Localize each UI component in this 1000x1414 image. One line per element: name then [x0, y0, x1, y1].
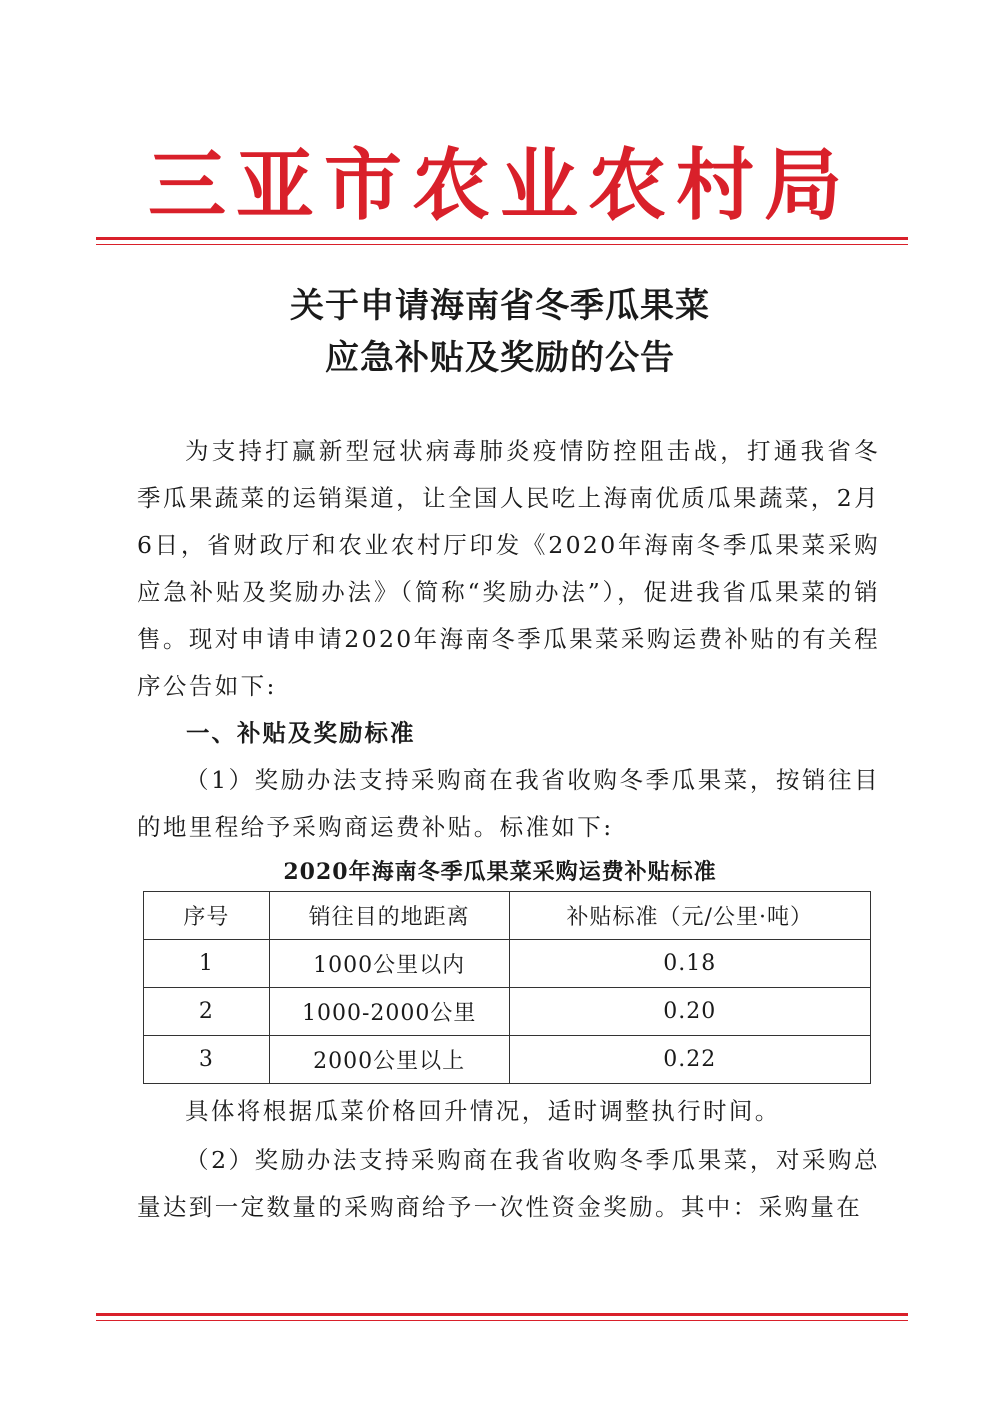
column-header-rate: 补贴标准（元/公里·吨）: [509, 892, 870, 940]
cell-rate: 0.18: [509, 940, 870, 988]
column-header-distance: 销往目的地距离: [269, 892, 509, 940]
subsidy-standard-table: [143, 891, 871, 1084]
reward-paragraph-2: （2）奖励办法支持采购商在我省收购冬季瓜果菜，对采购总量达到一定数量的采购商给予一次性资金奖励。其中：采购量在: [137, 1146, 880, 1221]
footer-red-rule: [96, 1313, 908, 1321]
adjustment-note-paragraph: 具体将根据瓜菜价格回升情况，适时调整执行时间。: [185, 1097, 781, 1125]
document-title-line-1: 关于申请海南省冬季瓜果菜: [290, 286, 710, 326]
column-header-index: 序号: [144, 892, 270, 940]
cell-rate: 0.22: [509, 1036, 870, 1084]
header-red-rule: [96, 237, 908, 245]
table-row: [144, 988, 871, 1036]
cell-rate: 0.20: [509, 988, 870, 1036]
table-header-row: [144, 892, 871, 940]
red-rule-thick-line: [96, 1313, 908, 1316]
subsidy-paragraph-1: （1）奖励办法支持采购商在我省收购冬季瓜果菜，按销往目的地里程给予采购商运费补贴。标准如下:: [137, 766, 880, 841]
document-title-line-2: 应急补贴及奖励的公告: [325, 338, 675, 378]
cell-index: 2: [144, 988, 270, 1036]
cell-distance: 1000-2000公里: [269, 988, 509, 1036]
cell-distance: 1000公里以内: [269, 940, 509, 988]
red-rule-thin-line: [96, 1320, 908, 1321]
intro-paragraph: 为支持打赢新型冠状病毒肺炎疫情防控阻击战，打通我省冬季瓜果蔬菜的运销渠道，让全国人民吃上海南优质瓜果蔬菜，2月6日，省财政厅和农业农村厅印发《2020年海南冬季瓜果菜采购应急补贴及奖励办法》（简称“奖励办法”），促进我省瓜果菜的销售。现对申请申请2020年海南冬季瓜果菜采购运费补贴的有关程序公告如下:: [137, 437, 880, 700]
issuing-authority-header: 三亚市农业农村局: [147, 140, 852, 231]
table-row: [144, 1036, 871, 1084]
red-rule-thin-line: [96, 244, 908, 245]
table-row: [144, 940, 871, 988]
cell-distance: 2000公里以上: [269, 1036, 509, 1084]
document-title: [0, 280, 1000, 384]
table-title: 2020年海南冬季瓜果菜采购运费补贴标准: [283, 859, 717, 885]
red-rule-thick-line: [96, 237, 908, 240]
cell-index: 1: [144, 940, 270, 988]
section-heading-subsidy-standards: 一、补贴及奖励标准: [186, 719, 416, 747]
cell-index: 3: [144, 1036, 270, 1084]
